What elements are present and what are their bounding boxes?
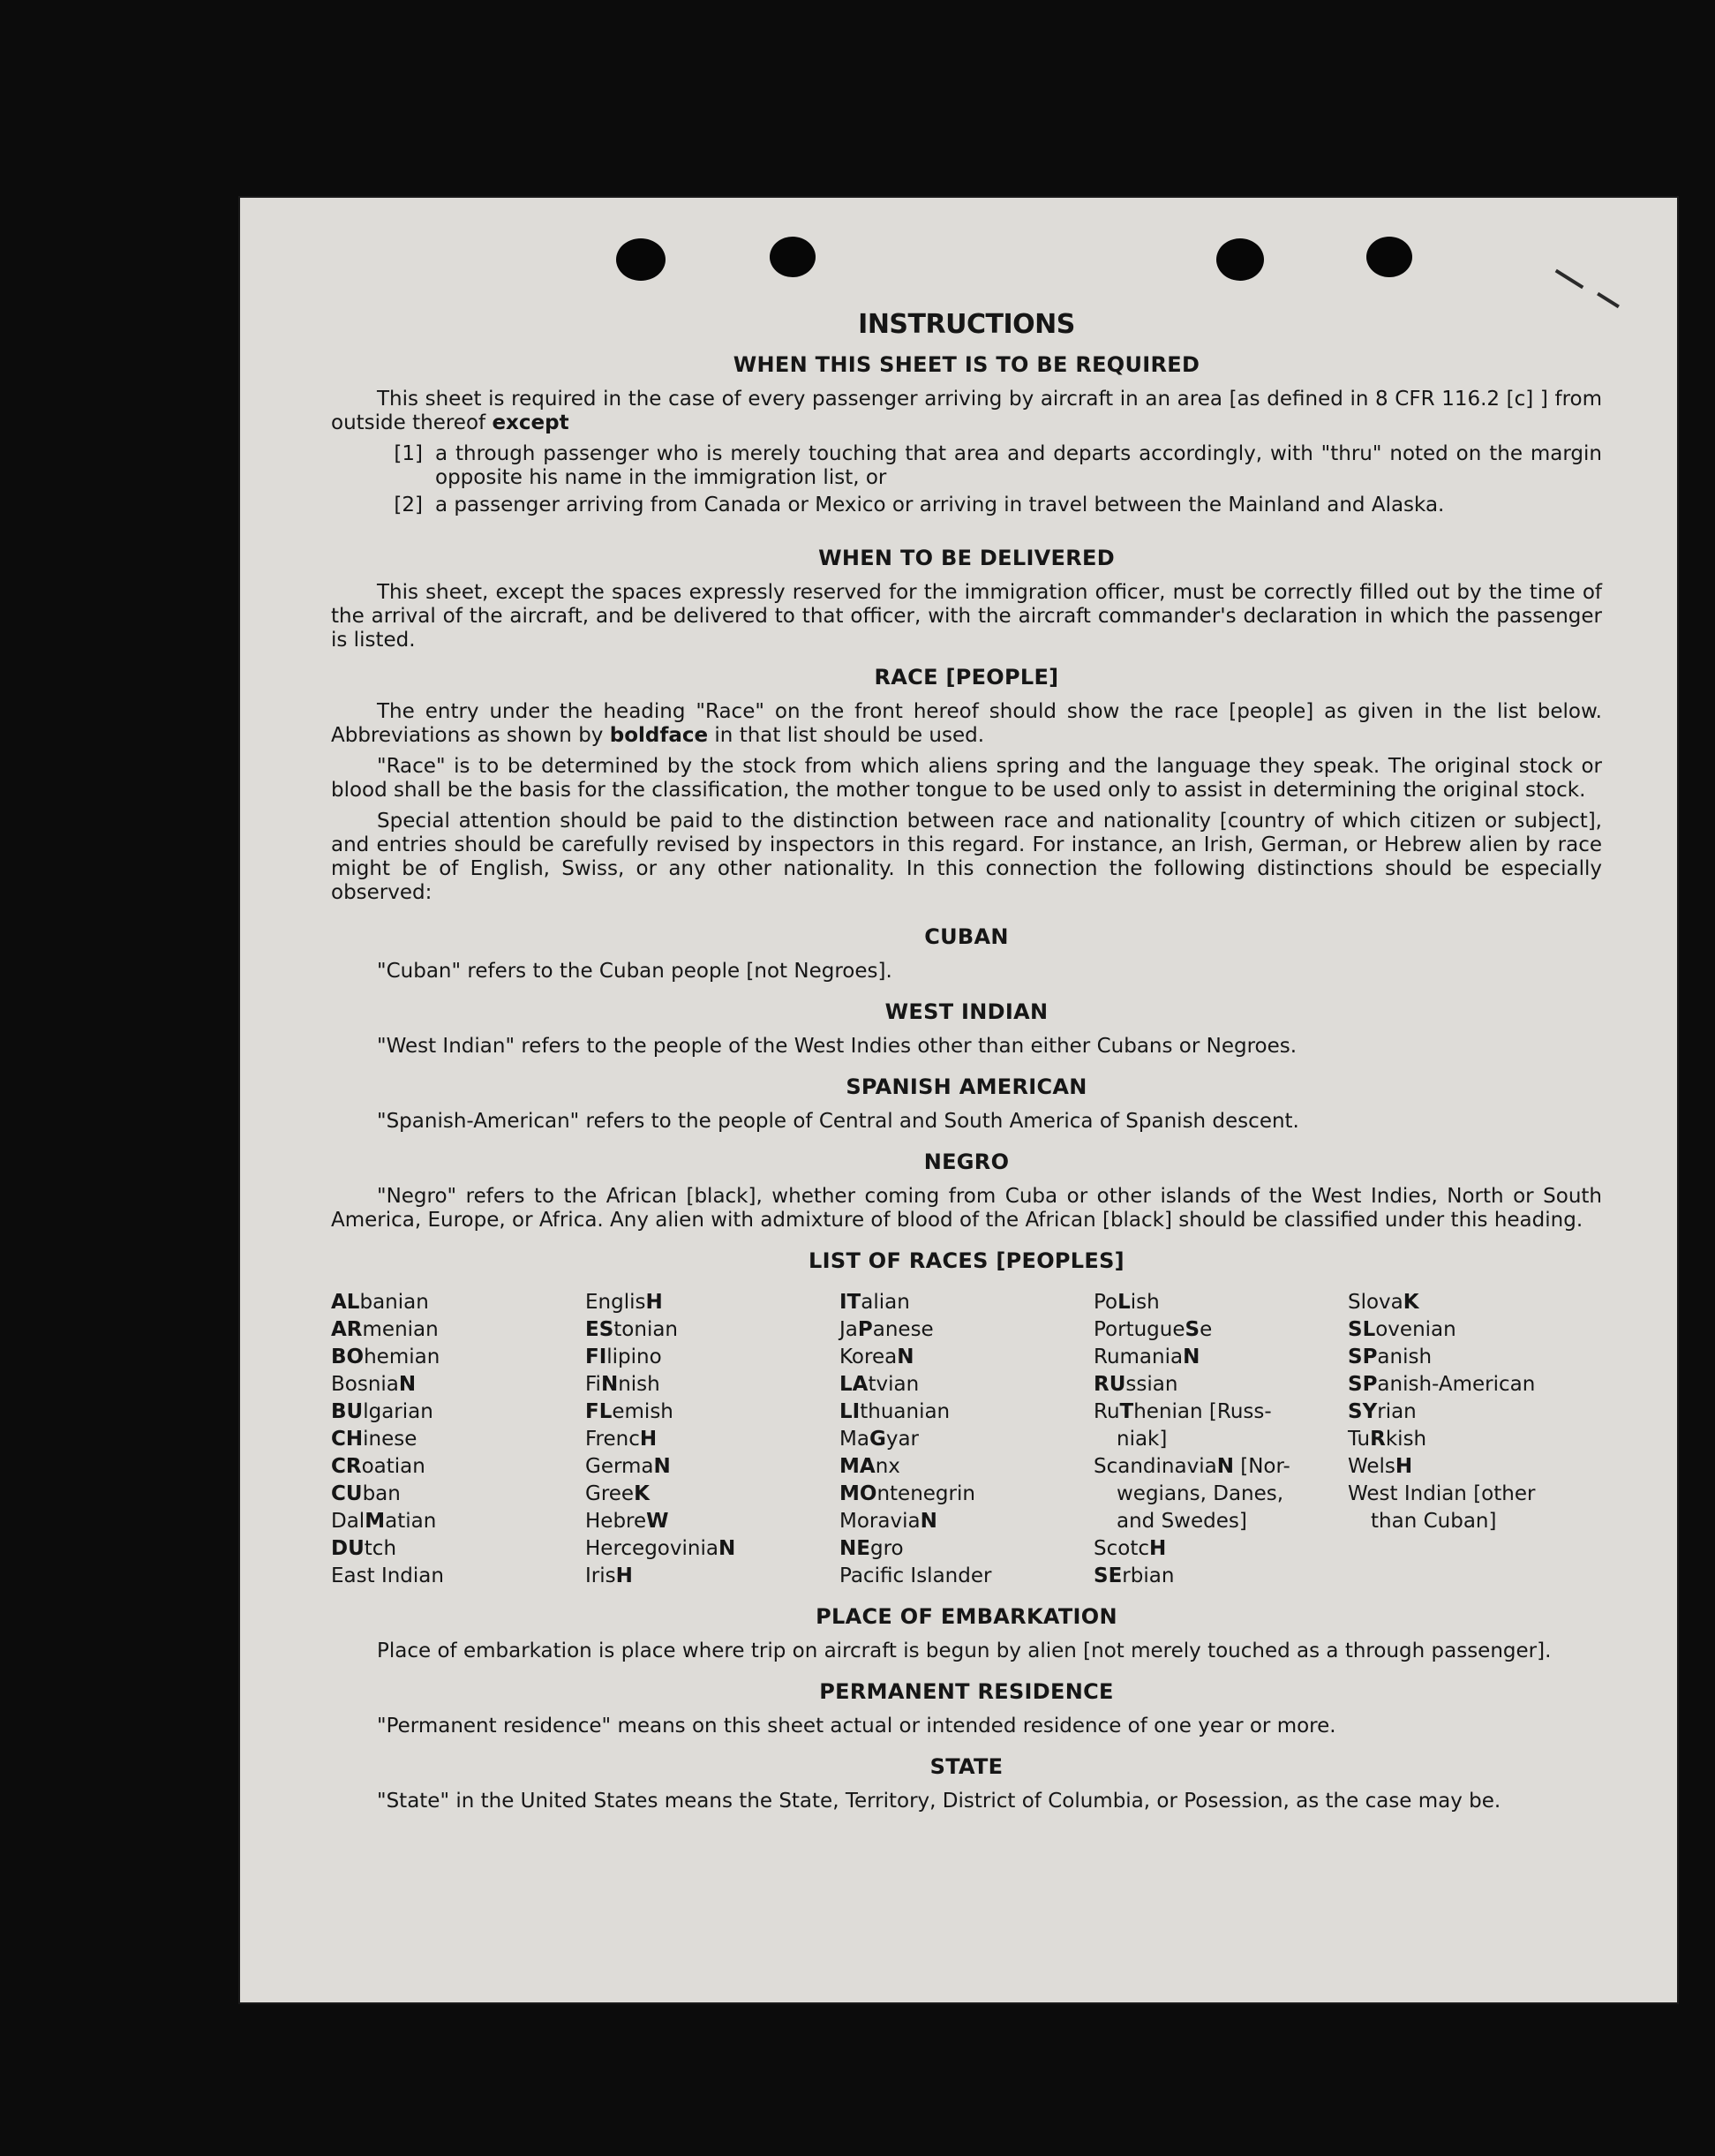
race-column [585,1289,839,1590]
race-entry: IrisH [585,1564,633,1587]
instructions-content [331,309,1602,1821]
section-heading: SPANISH AMERICAN [846,1074,1087,1099]
race-entry: East Indian [331,1564,444,1587]
race-entry: CUban [331,1482,401,1505]
pen-mark [1597,292,1620,308]
paragraph [331,388,1602,435]
race-entry: ScandinaviaN [Nor- [1094,1455,1290,1478]
paragraph: "Race" is to be determined by the stock from which aliens spring and the language they speak. The original stock or blood shall be the basis for the classification, the mother tongue to be used only to assist in determining the original stock. [331,755,1602,802]
race-entry: ScotcH [1094,1537,1167,1560]
race-column [839,1289,1094,1590]
race-entry: DalMatian [331,1510,437,1533]
paragraph: Special attention should be paid to the distinction between race and nationality [country of which citizen or subject], and entries should be carefully revised by inspectors in this regard. For instance, an Irish, German, or Hebrew alien by race might be of English, Swiss, or any other nationality. In this connection the following distinctions should be especially observed: [331,810,1602,904]
race-entry: NEgro [839,1537,904,1560]
race-entry: FIlipino [585,1346,662,1368]
race-entry: BosniaN [331,1373,417,1396]
page-title: INSTRUCTIONS [858,309,1075,340]
item-text: a through passenger who is merely touching that area and departs accordingly, with "thru" noted on the margin opposite his name in the immigration list, or [435,442,1602,489]
race-entry: SPanish-American [1348,1373,1536,1396]
race-column [331,1289,585,1590]
item-number: [2] [394,494,423,516]
race-entry: ARmenian [331,1318,439,1341]
paragraph: "Negro" refers to the African [black], whether coming from Cuba or other islands of the West Indies, North or South America, Europe, or Africa. Any alien with admixture of blood of the African [black] should be classified under this heading. [331,1185,1602,1232]
race-entry: SPanish [1348,1346,1433,1368]
paragraph: Place of embarkation is place where trip on aircraft is begun by alien [not merely touched as a through passenger]. [377,1640,1552,1662]
paragraph: "State" in the United States means the State, Territory, District of Columbia, or Posession, as the case may be. [377,1790,1501,1813]
race-entry: JaPanese [839,1318,934,1341]
race-entry: EStonian [585,1318,679,1341]
race-entry: FrencH [585,1428,658,1451]
race-entry: CRoatian [331,1455,425,1478]
list-item [331,494,1602,517]
race-entry: SErbian [1094,1564,1175,1587]
paragraph: "Permanent residence" means on this sheet actual or intended residence of one year or more. [377,1715,1336,1738]
section-heading: WEST INDIAN [884,999,1049,1024]
race-entry: West Indian [other [1348,1482,1536,1505]
race-entry: TuRkish [1348,1428,1427,1451]
section-heading: STATE [929,1754,1004,1779]
punch-hole [1216,238,1264,281]
race-list [331,1289,1602,1590]
paragraph: This sheet, except the spaces expressly reserved for the immigration officer, must be correctly filled out by the time of the arrival of the aircraft, and be delivered to that officer, with the aircraft commander's declaration in which the passenger is listed. [331,581,1602,652]
race-entry: FLemish [585,1400,673,1423]
paragraph: "Spanish-American" refers to the people of Central and South America of Spanish descent. [377,1110,1299,1133]
punch-hole [616,238,666,281]
race-entry: LAtvian [839,1373,920,1396]
race-entry: EnglisH [585,1291,663,1314]
paragraph [331,700,1602,748]
race-entry: HebreW [585,1510,669,1533]
list-item [331,442,1602,490]
punch-hole [770,237,816,277]
race-entry: niak] [1117,1428,1168,1451]
race-entry: ALbanian [331,1291,429,1314]
paragraph-text: in that list should be used. [708,724,985,747]
race-entry: than Cuban] [1371,1510,1497,1533]
bold-term: except [492,411,569,434]
race-entry: WelsH [1348,1455,1413,1478]
section-heading: WHEN THIS SHEET IS TO BE REQUIRED [733,352,1200,377]
race-entry: RuThenian [Russ- [1094,1400,1272,1423]
race-entry: SlovaK [1348,1291,1419,1314]
race-entry: FiNnish [585,1373,660,1396]
race-entry: BUlgarian [331,1400,433,1423]
section-heading: WHEN TO BE DELIVERED [818,546,1115,570]
race-entry: ITalian [839,1291,910,1314]
race-entry: wegians, Danes, [1117,1482,1284,1505]
pen-mark [1555,269,1584,289]
race-column [1348,1289,1602,1590]
race-entry: GermaN [585,1455,671,1478]
section-heading: CUBAN [924,924,1009,949]
race-entry: DUtch [331,1537,397,1560]
document-sheet [238,196,1679,2004]
race-entry: GreeK [585,1482,650,1505]
race-entry: HercegoviniaN [585,1537,736,1560]
race-entry: MaGyar [839,1428,920,1451]
race-entry: RUssian [1094,1373,1178,1396]
race-entry: MOntenegrin [839,1482,975,1505]
race-entry: and Swedes] [1117,1510,1247,1533]
exception-list [331,442,1602,517]
race-entry: LIthuanian [839,1400,951,1423]
race-column [1094,1289,1348,1590]
section-heading: NEGRO [923,1150,1010,1174]
paragraph: "West Indian" refers to the people of the West Indies other than either Cubans or Negroes. [377,1035,1298,1058]
item-text: a passenger arriving from Canada or Mexico or arriving in travel between the Mainland and Alaska. [435,494,1445,516]
race-entry: PoLish [1094,1291,1160,1314]
race-entry: Pacific Islander [839,1564,992,1587]
race-entry: CHinese [331,1428,417,1451]
section-heading: PERMANENT RESIDENCE [819,1679,1114,1704]
race-entry: SYrian [1348,1400,1417,1423]
bold-term: boldface [609,724,709,747]
paragraph: "Cuban" refers to the Cuban people [not Negroes]. [377,960,892,983]
section-heading: RACE [PEOPLE] [874,665,1059,690]
race-entry: MoraviaN [839,1510,937,1533]
punch-hole [1366,237,1412,277]
section-heading: LIST OF RACES [PEOPLES] [809,1248,1125,1273]
race-entry: RumaniaN [1094,1346,1200,1368]
paragraph-text: This sheet is required in the case of every passenger arriving by aircraft in an area [as defined in 8 CFR 116.2 [c] ] from outside thereof [331,388,1602,434]
item-number: [1] [394,442,423,465]
race-entry: MAnx [839,1455,900,1478]
section-heading: PLACE OF EMBARKATION [816,1604,1117,1629]
race-entry: KoreaN [839,1346,914,1368]
race-entry: PortugueSe [1094,1318,1213,1341]
race-entry: SLovenian [1348,1318,1456,1341]
race-entry: BOhemian [331,1346,440,1368]
paragraph-text: The entry under the heading "Race" on the front hereof should show the race [people] as given in the list below. Abbreviations as shown by [331,700,1602,747]
